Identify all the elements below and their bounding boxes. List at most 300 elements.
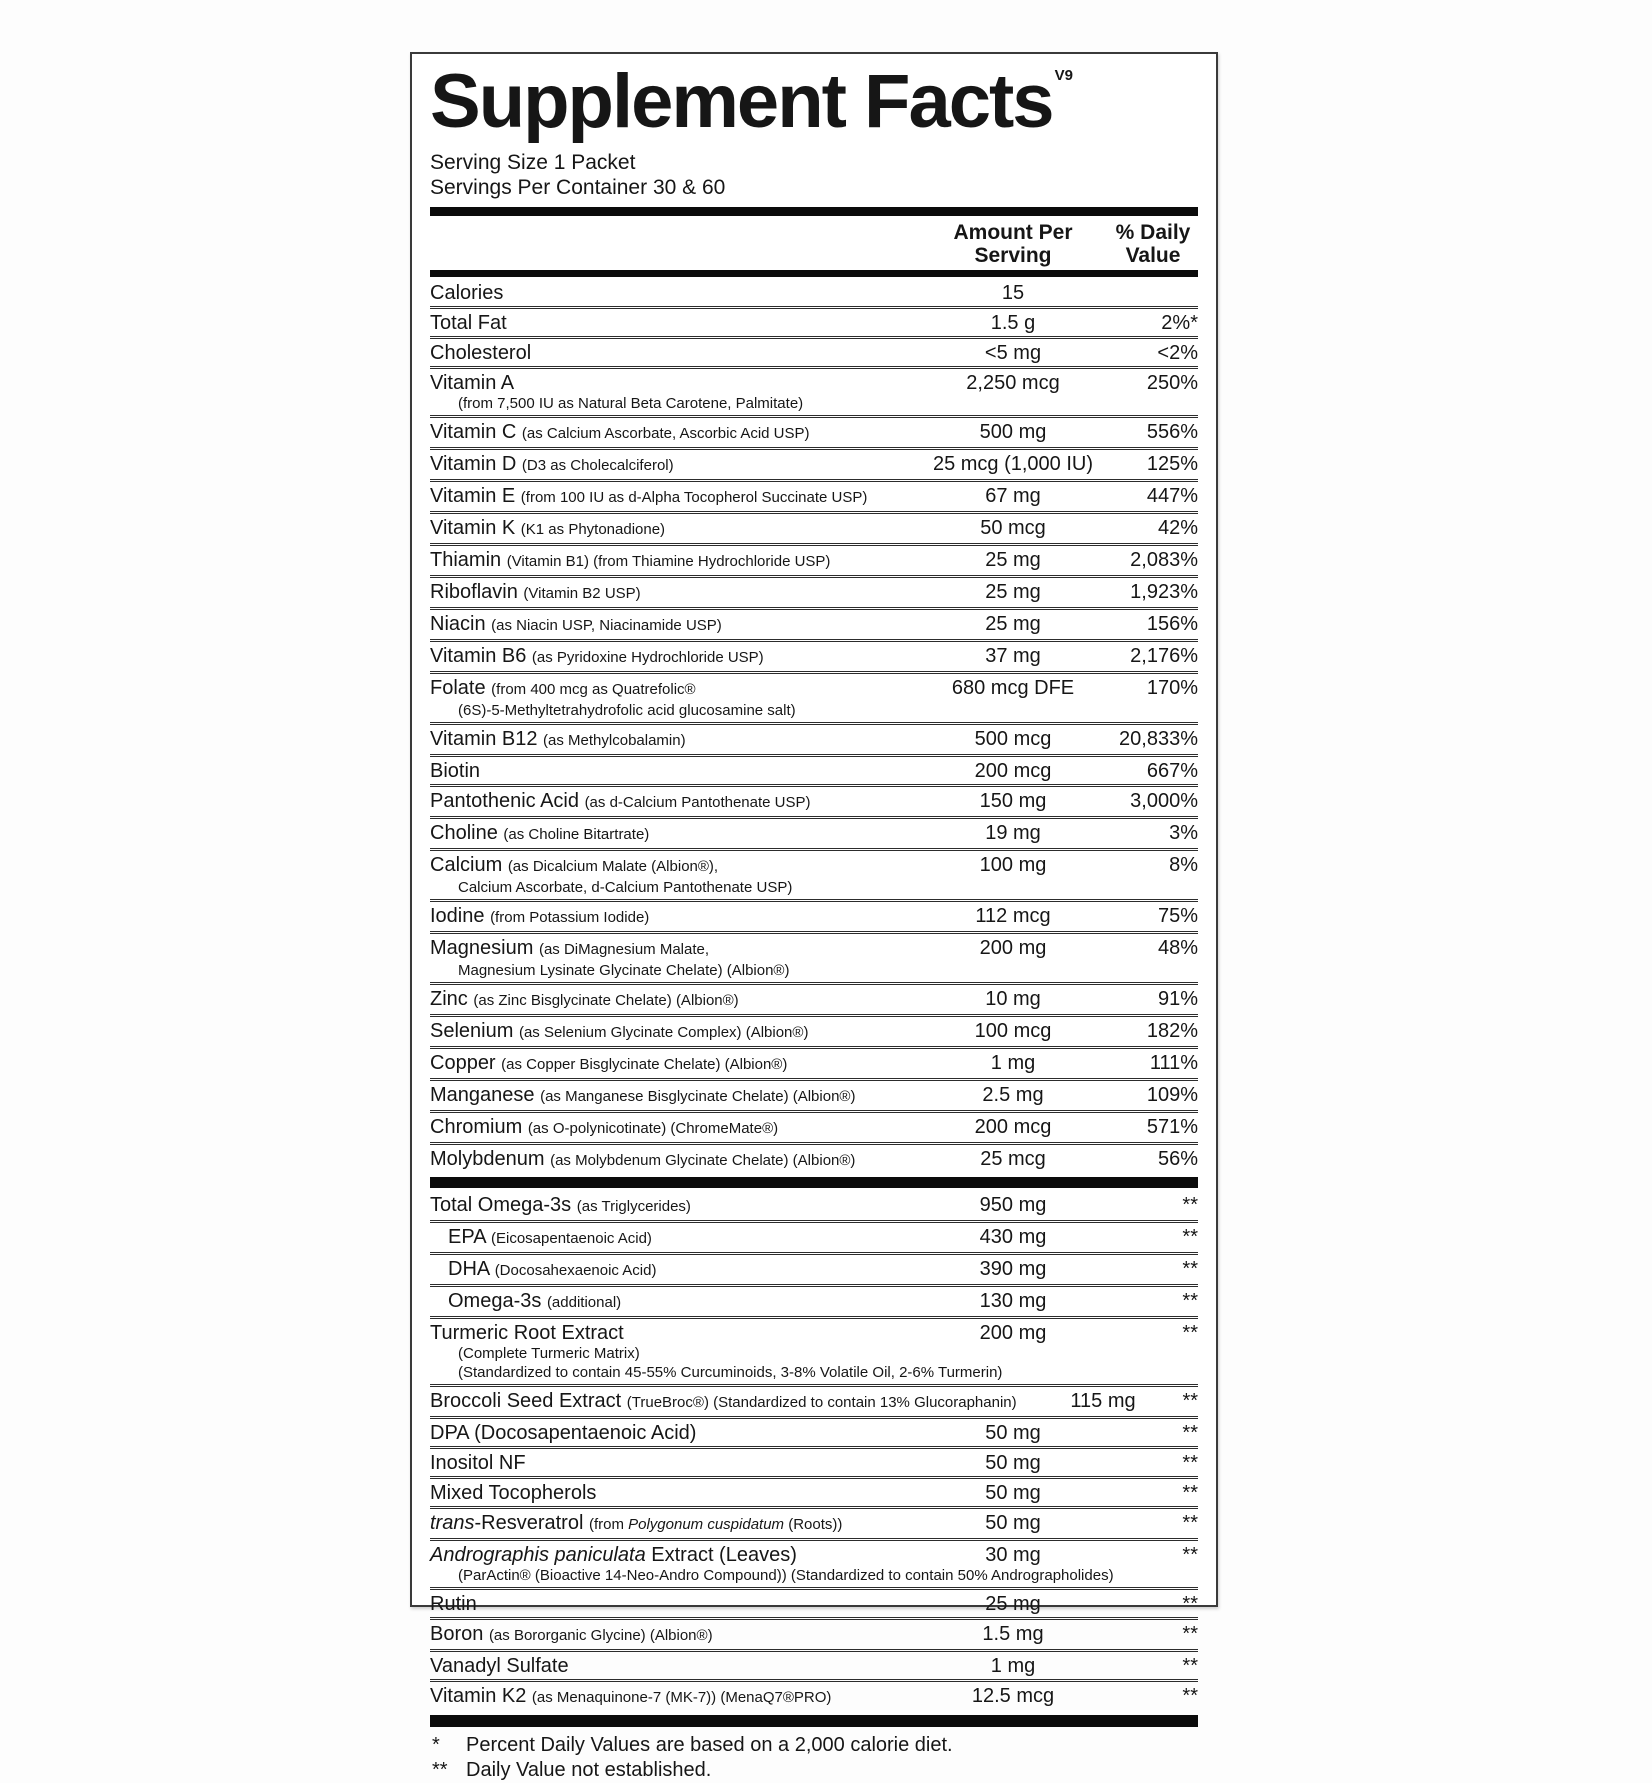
nutrient-row (430, 1046, 1198, 1078)
nutrient-row-line (430, 1116, 1198, 1140)
nutrient-row-line (430, 1084, 1198, 1108)
daily-value-cell: 447% (1146, 485, 1198, 507)
nutrient-row-line (430, 485, 1198, 509)
nutrient-name: EPA (448, 1226, 486, 1248)
amount-cell: 200 mcg (974, 760, 1052, 782)
nutrient-row (430, 1252, 1198, 1284)
nutrient-detail: (from 100 IU as d-Alpha Tocopherol Succinate USP) (520, 489, 868, 506)
nutrient-row (430, 447, 1198, 479)
daily-value-cell: 1,923% (1130, 581, 1198, 603)
nutrient-name-cell (430, 613, 918, 637)
daily-value-cell: 42% (1157, 517, 1198, 539)
column-header-row (430, 216, 1198, 270)
amount-cell: 25 mcg (980, 1148, 1046, 1170)
nutrient-table (430, 279, 1198, 1711)
nutrient-row-line (430, 282, 1198, 304)
amount-cell: 950 mg (979, 1194, 1047, 1216)
label-header (430, 59, 1198, 144)
nutrient-row-line (430, 1148, 1198, 1172)
nutrient-name: Manganese (430, 1084, 535, 1106)
nutrient-row-line (430, 760, 1198, 782)
daily-value-cell: 3,000% (1130, 790, 1198, 812)
amount-cell: 1.5 g (990, 312, 1036, 334)
nutrient-row (430, 607, 1198, 639)
nutrient-name-cell (430, 1052, 918, 1076)
nutrient-name: Selenium (430, 1020, 514, 1042)
nutrient-name-cell (430, 282, 918, 304)
servings-per-container: Servings Per Container 30 & 60 (430, 176, 726, 199)
nutrient-row-line (430, 1452, 1198, 1474)
nutrient-name: Copper (430, 1052, 496, 1074)
nutrient-row-line (430, 342, 1198, 364)
daily-value-cell: 111% (1149, 1052, 1198, 1074)
daily-value-cell: ** (1182, 1258, 1198, 1280)
amount-cell: 37 mg (985, 645, 1041, 667)
nutrient-detail: (K1 as Phytonadione) (520, 521, 666, 538)
nutrient-name: Boron (430, 1623, 484, 1645)
nutrient-name-cell (430, 1322, 918, 1344)
amount-cell: 25 mcg (1,000 IU) (932, 453, 1094, 475)
nutrient-row (430, 784, 1198, 816)
amount-cell: 67 mg (985, 485, 1041, 507)
nutrient-row (430, 366, 1198, 415)
nutrient-name-cell (430, 645, 918, 669)
nutrient-row (430, 306, 1198, 336)
nutrient-name: Iodine (430, 905, 485, 927)
nutrient-row (430, 1110, 1198, 1142)
nutrient-row-line (430, 581, 1198, 605)
serving-size: Serving Size 1 Packet (430, 151, 636, 174)
nutrient-row-line (430, 790, 1198, 814)
nutrient-name-cell (430, 1655, 918, 1677)
amount-cell: 112 mcg (975, 905, 1051, 927)
nutrient-detail: (from 400 mcg as Quatrefolic® (491, 681, 696, 698)
dv-header-line1: % Daily (1115, 221, 1191, 244)
nutrient-name: DPA (Docosapentaenoic Acid) (430, 1422, 697, 1444)
nutrient-row-line (430, 1623, 1198, 1647)
nutrient-detail: (as Menaquinone-7 (MK-7)) (MenaQ7®PRO) (531, 1689, 832, 1706)
nutrient-detail: (D3 as Cholecalciferol) (521, 457, 674, 474)
amount-cell: 50 mg (985, 1482, 1041, 1504)
nutrient-name: Thiamin (430, 549, 502, 571)
nutrient-row-line (430, 937, 1198, 961)
nutrient-name-cell (430, 1226, 918, 1250)
nutrient-name-cell (430, 517, 918, 541)
nutrient-name-cell (430, 1116, 918, 1140)
nutrient-name: Vitamin E (430, 485, 516, 507)
amount-cell: 2.5 mg (982, 1084, 1044, 1106)
nutrient-row (430, 1587, 1198, 1617)
nutrient-name: Total Fat (430, 312, 507, 334)
amount-cell: 200 mg (979, 1322, 1047, 1344)
text-segment: trans (430, 1512, 475, 1534)
nutrient-row-line (430, 1194, 1198, 1218)
nutrient-row-line (430, 1482, 1198, 1504)
amount-cell: 130 mg (979, 1290, 1047, 1312)
nutrient-name: Folate (430, 677, 486, 699)
footnote-mark: ** (432, 1759, 448, 1781)
nutrient-name: Vitamin B12 (430, 728, 538, 750)
nutrient-name: Calcium (430, 854, 503, 876)
daily-value-cell: <2% (1157, 342, 1198, 364)
nutrient-name: Vitamin K2 (430, 1685, 527, 1707)
nutrient-name-cell (430, 1623, 918, 1647)
nutrient-detail: (as Molybdenum Glycinate Chelate) (Albion®) (550, 1152, 856, 1169)
nutrient-row (430, 415, 1198, 447)
nutrient-row (430, 1191, 1198, 1220)
nutrient-row-line (430, 822, 1198, 846)
nutrient-row-line (430, 1258, 1198, 1282)
amount-cell: 200 mg (979, 937, 1047, 959)
amount-cell: 430 mg (979, 1226, 1047, 1248)
nutrient-row (430, 336, 1198, 366)
daily-value-cell: 170% (1146, 677, 1198, 699)
nutrient-name-cell (430, 312, 918, 334)
amount-cell: 15 (1001, 282, 1025, 304)
nutrient-name-cell (430, 937, 918, 961)
nutrient-subline: (from 7,500 IU as Natural Beta Carotene, Palmitate) (458, 395, 804, 412)
amount-cell: 1 mg (990, 1655, 1036, 1677)
nutrient-name-cell (430, 1593, 918, 1615)
daily-value-cell: ** (1182, 1226, 1198, 1248)
amount-cell: 680 mcg DFE (951, 677, 1075, 699)
amount-cell: 500 mg (979, 421, 1047, 443)
daily-value-cell: 2,176% (1130, 645, 1198, 667)
nutrient-name-cell (430, 1685, 918, 1709)
footnote-text: Percent Daily Values are based on a 2,000 calorie diet. (466, 1734, 953, 1756)
nutrient-name-cell (430, 372, 918, 394)
nutrient-name: Vitamin D (430, 453, 517, 475)
nutrient-name: DHA (448, 1258, 490, 1280)
nutrient-row (430, 543, 1198, 575)
nutrient-detail: (as Calcium Ascorbate, Ascorbic Acid USP) (521, 425, 810, 442)
label-title: Supplement Facts (430, 59, 1053, 144)
nutrient-row-line (430, 1512, 1198, 1536)
text-segment: Extract (Leaves) (645, 1544, 797, 1566)
nutrient-row-line (430, 1226, 1198, 1250)
daily-value-cell: 20,833% (1119, 728, 1198, 750)
daily-value-cell: 125% (1146, 453, 1198, 475)
nutrient-name-cell (430, 1390, 1063, 1414)
nutrient-row (430, 1220, 1198, 1252)
nutrient-subline: (ParActin® (Bioactive 14-Neo-Andro Compound)) (Standardized to contain 50% Andrographolides) (458, 1567, 1114, 1584)
nutrient-name-cell (430, 1544, 918, 1566)
nutrient-name-cell (430, 1422, 918, 1444)
nutrient-row (430, 931, 1198, 982)
nutrient-name-cell (430, 1148, 918, 1172)
daily-value-cell: 48% (1157, 937, 1198, 959)
amount-cell: 500 mcg (974, 728, 1052, 750)
amount-cell: 25 mg (985, 581, 1041, 603)
amount-header-line1: Amount Per (953, 221, 1073, 244)
daily-value-cell: ** (1182, 1422, 1198, 1444)
amount-cell: 50 mg (985, 1452, 1041, 1474)
amount-cell: 2,250 mcg (966, 372, 1060, 394)
nutrient-detail: (as Bororganic Glycine) (Albion®) (488, 1627, 713, 1644)
nutrient-name-cell (430, 485, 918, 509)
nutrient-detail: (as Niacin USP, Niacinamide USP) (491, 617, 722, 634)
nutrient-name: Rutin (430, 1593, 477, 1615)
nutrient-name-cell (430, 1194, 918, 1218)
amount-cell: 1 mg (990, 1052, 1036, 1074)
nutrient-name-cell (430, 822, 918, 846)
nutrient-row (430, 1649, 1198, 1679)
daily-value-cell: ** (1182, 1322, 1198, 1344)
nutrient-name: Inositol NF (430, 1452, 526, 1474)
nutrient-subline: (6S)-5-Methyltetrahydrofolic acid glucosamine salt) (458, 702, 796, 719)
daily-value-cell: ** (1182, 1623, 1198, 1645)
nutrient-detail: (as Dicalcium Malate (Albion®), (507, 858, 719, 875)
nutrient-subline: Calcium Ascorbate, d-Calcium Pantothenate USP) (458, 879, 793, 896)
nutrient-row (430, 1506, 1198, 1538)
footnote-mark: * (432, 1734, 440, 1756)
footnotes (430, 1727, 1198, 1783)
nutrient-row (430, 1538, 1198, 1587)
amount-cell: 25 mg (985, 549, 1041, 571)
daily-value-cell: 8% (1169, 854, 1198, 876)
nutrient-subline: (Standardized to contain 45-55% Curcuminoids, 3-8% Volatile Oil, 2-6% Turmerin) (458, 1364, 1003, 1381)
nutrient-row (430, 671, 1198, 722)
nutrient-detail: (as d-Calcium Pantothenate USP) (584, 794, 811, 811)
nutrient-row-line (430, 645, 1198, 669)
nutrient-name: Molybdenum (430, 1148, 545, 1170)
nutrient-name: Niacin (430, 613, 486, 635)
nutrient-row-line (430, 312, 1198, 334)
nutrient-row (430, 754, 1198, 784)
daily-value-cell: ** (1182, 1593, 1198, 1615)
amount-cell: 19 mg (985, 822, 1041, 844)
footnote-text: Daily Value not established. (466, 1759, 712, 1781)
nutrient-name-cell (430, 549, 918, 573)
nutrient-name-cell (430, 1020, 918, 1044)
daily-value-cell: 109% (1146, 1084, 1198, 1106)
nutrient-detail: (as Choline Bitartrate) (503, 826, 650, 843)
nutrient-name: Pantothenic Acid (430, 790, 579, 812)
section-divider-bar (430, 1177, 1198, 1188)
nutrient-row-line (430, 613, 1198, 637)
supplement-facts-label (410, 52, 1218, 1781)
nutrient-row (430, 1284, 1198, 1316)
nutrient-name: Total Omega-3s (430, 1194, 572, 1216)
nutrient-row-line (430, 421, 1198, 445)
nutrient-name: Cholesterol (430, 342, 532, 364)
nutrient-name: Choline (430, 822, 498, 844)
amount-cell: 100 mg (979, 854, 1047, 876)
nutrient-name-cell (430, 1084, 918, 1108)
nutrient-row (430, 1476, 1198, 1506)
nutrient-row (430, 1679, 1198, 1711)
nutrient-detail: (Vitamin B2 USP) (523, 585, 641, 602)
amount-cell: <5 mg (984, 342, 1042, 364)
nutrient-name-cell (430, 1482, 918, 1504)
nutrient-row-line (430, 1422, 1198, 1444)
nutrient-name: Magnesium (430, 937, 534, 959)
nutrient-detail: (from Potassium Iodide) (490, 909, 650, 926)
nutrient-detail: (TrueBroc®) (Standardized to contain 13% Glucoraphanin) (626, 1394, 1017, 1411)
nutrient-row (430, 1316, 1198, 1384)
nutrient-detail: (as Methylcobalamin) (543, 732, 686, 749)
daily-value-cell: ** (1182, 1194, 1198, 1216)
nutrient-row (430, 1446, 1198, 1476)
nutrient-row-line (430, 988, 1198, 1012)
amount-cell: 50 mg (985, 1512, 1041, 1534)
nutrient-row (430, 982, 1198, 1014)
daily-value-cell: 91% (1157, 988, 1198, 1010)
nutrient-name: Calories (430, 282, 504, 304)
daily-value-cell: ** (1182, 1482, 1198, 1504)
nutrient-name: Chromium (430, 1116, 523, 1138)
daily-value-cell: 3% (1169, 822, 1198, 844)
nutrient-name-cell (430, 421, 918, 445)
nutrient-subline: (Complete Turmeric Matrix) (458, 1345, 640, 1362)
nutrient-row (430, 848, 1198, 899)
footnote-item (432, 1758, 1196, 1783)
nutrient-name-cell (430, 1258, 918, 1282)
nutrient-row (430, 816, 1198, 848)
nutrient-name-cell (430, 453, 918, 477)
daily-value-cell: 75% (1157, 905, 1198, 927)
daily-value-cell: ** (1182, 1390, 1199, 1412)
nutrient-row-line (430, 1544, 1198, 1566)
nutrient-detail: (as Copper Bisglycinate Chelate) (Albion®) (501, 1056, 788, 1073)
nutrient-name-cell (430, 581, 918, 605)
nutrient-name-cell (430, 342, 918, 364)
nutrient-row (430, 1078, 1198, 1110)
dv-header-line2: Value (1125, 244, 1181, 267)
nutrient-subline: Magnesium Lysinate Glycinate Chelate) (Albion®) (458, 962, 790, 979)
daily-value-cell: ** (1182, 1452, 1198, 1474)
nutrient-row-line (430, 372, 1198, 394)
nutrient-row-line (430, 1685, 1198, 1709)
daily-value-cell: 156% (1146, 613, 1198, 635)
daily-value-cell: 667% (1146, 760, 1198, 782)
nutrient-row (430, 575, 1198, 607)
nutrient-row (430, 722, 1198, 754)
nutrient-name-cell (430, 790, 918, 814)
amount-cell: 50 mcg (980, 517, 1046, 539)
amount-header-line2: Serving (974, 244, 1052, 267)
nutrient-detail: (as Zinc Bisglycinate Chelate) (Albion®) (473, 992, 739, 1009)
text-segment: (Roots)) (784, 1516, 843, 1533)
nutrient-row-line (430, 549, 1198, 573)
nutrient-name-cell (430, 760, 918, 782)
nutrient-name-cell (430, 854, 918, 878)
nutrient-row-line (430, 1020, 1198, 1044)
footer-divider-bar (430, 1715, 1198, 1727)
nutrient-row-line (430, 517, 1198, 541)
nutrient-detail (589, 1516, 842, 1533)
nutrient-row (430, 279, 1198, 306)
amount-cell: 10 mg (985, 988, 1041, 1010)
daily-value-cell: ** (1182, 1655, 1198, 1677)
nutrient-detail: (Vitamin B1) (from Thiamine Hydrochloride USP) (506, 553, 831, 570)
nutrient-row (430, 1014, 1198, 1046)
daily-value-cell: ** (1182, 1290, 1198, 1312)
nutrient-detail: (Docosahexaenoic Acid) (494, 1262, 657, 1279)
version-tag: V9 (1054, 67, 1073, 84)
nutrient-detail: (as DiMagnesium Malate, (538, 941, 710, 958)
amount-cell: 25 mg (985, 613, 1041, 635)
nutrient-row (430, 1142, 1198, 1174)
daily-value-cell: 556% (1146, 421, 1198, 443)
nutrient-row-line (430, 1052, 1198, 1076)
nutrient-name-cell (430, 1512, 918, 1536)
daily-value-cell: 250% (1146, 372, 1198, 394)
nutrient-name-cell (430, 1452, 918, 1474)
text-segment: -Resveratrol (474, 1512, 584, 1534)
nutrient-row (430, 1617, 1198, 1649)
nutrient-name-cell (430, 728, 918, 752)
daily-value-cell: ** (1182, 1544, 1198, 1566)
nutrient-row-line (430, 854, 1198, 878)
nutrient-row (430, 899, 1198, 931)
nutrient-name: Vanadyl Sulfate (430, 1655, 569, 1677)
nutrient-name: Turmeric Root Extract (430, 1322, 624, 1344)
column-header-amount (918, 221, 1108, 267)
nutrient-row-line (430, 728, 1198, 752)
nutrient-row (430, 1416, 1198, 1446)
serving-info (430, 150, 1198, 200)
nutrient-detail: (additional) (546, 1294, 622, 1311)
nutrient-name: Vitamin C (430, 421, 517, 443)
amount-cell: 12.5 mcg (971, 1685, 1055, 1707)
daily-value-cell: 2,083% (1130, 549, 1198, 571)
daily-value-cell: 56% (1157, 1148, 1198, 1170)
amount-cell: 1.5 mg (982, 1623, 1044, 1645)
column-header-daily-value (1108, 221, 1198, 267)
nutrient-name-cell (430, 677, 918, 701)
nutrient-name: Vitamin B6 (430, 645, 527, 667)
nutrient-detail: (Eicosapentaenoic Acid) (491, 1230, 652, 1247)
nutrient-name-cell (430, 988, 918, 1012)
amount-cell: 25 mg (985, 1593, 1041, 1615)
header-divider-bar (430, 207, 1198, 216)
nutrient-row (430, 639, 1198, 671)
nutrient-row-line (430, 1322, 1198, 1344)
nutrient-row-line (430, 453, 1198, 477)
daily-value-cell: ** (1182, 1512, 1198, 1534)
text-segment: Andrographis paniculata (430, 1544, 646, 1566)
nutrient-detail: (as Triglycerides) (576, 1198, 691, 1215)
amount-cell: 115 mg (1070, 1390, 1136, 1412)
nutrient-row-line (430, 1290, 1198, 1314)
nutrient-detail: (as Pyridoxine Hydrochloride USP) (531, 649, 764, 666)
nutrient-row (430, 1384, 1198, 1416)
text-segment: Polygonum cuspidatum (628, 1516, 785, 1533)
nutrient-name: Vitamin K (430, 517, 516, 539)
daily-value-cell: 182% (1146, 1020, 1198, 1042)
nutrient-detail: (as O-polynicotinate) (ChromeMate®) (527, 1120, 779, 1137)
nutrient-name-cell (430, 1290, 918, 1314)
nutrient-name: Omega-3s (448, 1290, 542, 1312)
daily-value-cell: 571% (1146, 1116, 1198, 1138)
amount-cell: 390 mg (979, 1258, 1047, 1280)
column-header-divider-bar (430, 270, 1198, 277)
nutrient-row (430, 511, 1198, 543)
nutrient-name: Riboflavin (430, 581, 518, 603)
nutrient-detail: (as Manganese Bisglycinate Chelate) (Albion®) (540, 1088, 856, 1105)
nutrient-name: Zinc (430, 988, 468, 1010)
amount-cell: 100 mcg (974, 1020, 1052, 1042)
nutrient-row-line (430, 1390, 1198, 1414)
nutrient-row-line (430, 677, 1198, 701)
amount-cell: 200 mcg (974, 1116, 1052, 1138)
nutrient-name-cell (430, 905, 918, 929)
nutrient-detail: (as Selenium Glycinate Complex) (Albion®) (518, 1024, 809, 1041)
amount-cell: 150 mg (979, 790, 1047, 812)
nutrient-name: Biotin (430, 760, 481, 782)
nutrient-name: Mixed Tocopherols (430, 1482, 597, 1504)
